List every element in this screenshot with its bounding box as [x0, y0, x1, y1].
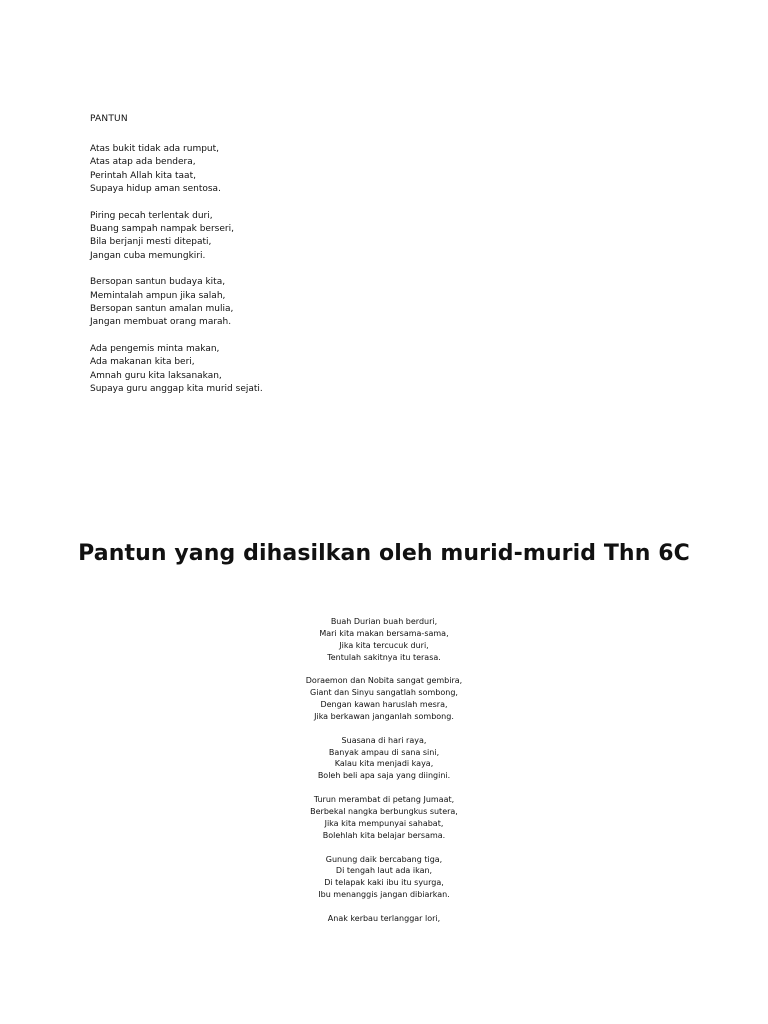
student-stanza-5: [184, 854, 584, 901]
student-stanza-6: [184, 913, 584, 925]
stanza-line: Amnah guru kita laksanakan,: [90, 370, 222, 381]
stanza-line: Bolehlah kita belajar bersama.: [322, 830, 446, 840]
stanza-line: Jangan cuba memungkiri.: [90, 250, 206, 261]
stanza-4: [90, 343, 490, 396]
student-stanza-3: [184, 735, 584, 782]
stanza-line: Doraemon dan Nobita sangat gembira,: [305, 676, 463, 686]
stanza-line: Di telapak kaki ibu itu syurga,: [324, 878, 444, 888]
stanza-line: Ibu menanggis jangan dibiarkan.: [318, 890, 450, 900]
stanza-line: Giant dan Sinyu sangatlah sombong,: [310, 688, 458, 698]
stanza-line: Mari kita makan bersama-sama,: [319, 628, 449, 638]
stanza-line: Bersopan santun budaya kita,: [90, 277, 226, 288]
stanza-2: [90, 210, 490, 263]
stanza-line: Memintalah ampun jika salah,: [90, 290, 226, 301]
stanza-1: [90, 143, 490, 196]
stanza-line: Supaya hidup aman sentosa.: [90, 183, 221, 194]
stanza-3: [90, 276, 490, 329]
stanza-line: Boleh beli apa saja yang diingini.: [317, 771, 451, 781]
section-title: Pantun yang dihasilkan oleh murid-murid Thn 6C: [78, 541, 690, 566]
stanza-line: Piring pecah terlentak duri,: [90, 210, 213, 221]
stanza-line: Supaya guru anggap kita murid sejati.: [90, 383, 263, 394]
stanza-line: Tentulah sakitnya itu terasa.: [327, 652, 441, 662]
stanza-line: Dengan kawan haruslah mesra,: [320, 700, 448, 710]
stanza-line: Di tengah laut ada ikan,: [335, 866, 433, 876]
student-stanza-1: [184, 616, 584, 663]
stanza-line: Atas bukit tidak ada rumput,: [90, 144, 220, 154]
stanza-line: Berbekal nangka berbungkus sutera,: [310, 806, 458, 816]
stanza-line: Bersopan santun amalan mulia,: [90, 303, 234, 314]
pantun-list: [90, 143, 490, 410]
stanza-line: Buah Durian buah berduri,: [330, 617, 438, 626]
page-heading: PANTUN: [90, 114, 128, 124]
stanza-line: Kalau kita menjadi kaya,: [334, 759, 434, 769]
stanza-line: Jika kita mempunyai sahabat,: [324, 818, 444, 828]
stanza-line: Perintah Allah kita taat,: [90, 170, 196, 181]
stanza-line: Jangan membuat orang marah.: [90, 317, 232, 328]
stanza-line: Banyak ampau di sana sini,: [328, 747, 440, 757]
stanza-line: Ada pengemis minta makan,: [90, 344, 220, 355]
student-pantun-list: [184, 616, 584, 937]
student-stanza-2: [184, 675, 584, 722]
stanza-line: Jika kita tercucuk duri,: [339, 640, 429, 650]
stanza-line: Gunung daik bercabang tiga,: [325, 854, 443, 864]
stanza-line: Bila berjanji mesti ditepati,: [90, 237, 212, 248]
stanza-line: Jika berkawan janganlah sombong.: [314, 711, 454, 721]
stanza-line: Anak kerbau terlanggar lori,: [327, 913, 441, 923]
student-stanza-4: [184, 794, 584, 841]
stanza-line: Ada makanan kita beri,: [90, 357, 195, 368]
stanza-line: Atas atap ada bendera,: [90, 157, 196, 168]
stanza-line: Buang sampah nampak berseri,: [90, 223, 234, 234]
stanza-line: Turun merambat di petang Jumaat,: [313, 795, 455, 805]
stanza-line: Suasana di hari raya,: [341, 735, 427, 745]
